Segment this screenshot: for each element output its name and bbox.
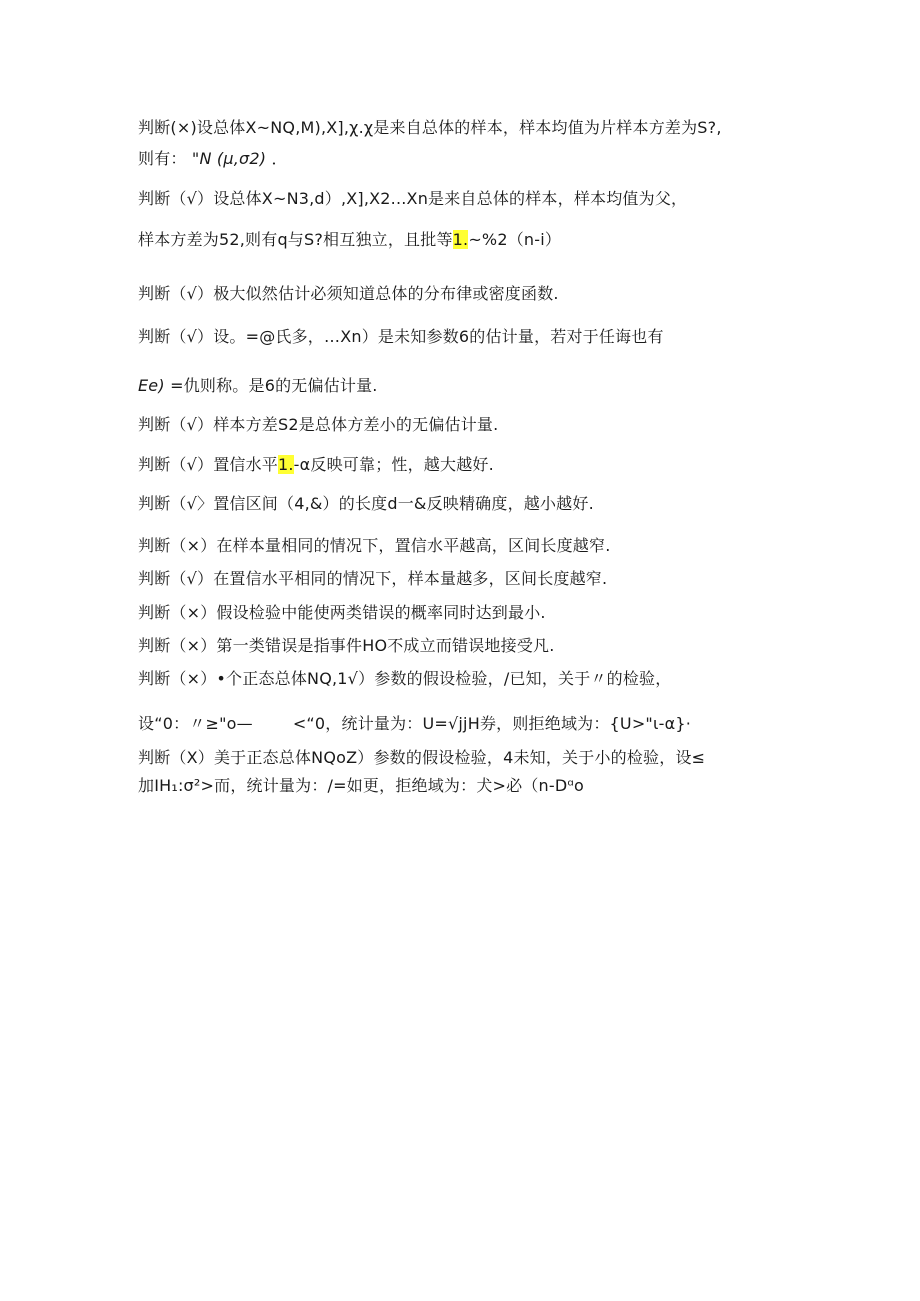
formula: Ee) [138, 376, 165, 395]
text-line: 加IH₁:σ²>而，统计量为：/=如更，拒绝域为：犬>必（n-Dᵅo [138, 776, 585, 795]
text-line: 判断（X）美于正态总体NQoZ）参数的假设检验，4未知，关于小的检验，设≤ [138, 748, 706, 767]
highlight-mark: 1. [278, 455, 294, 474]
text-line: 则有： "N (μ,σ2) ． [138, 149, 288, 168]
text-line: 判断（√）设总体X~N3,d）,X],X2...Xn是来自总体的样本，样本均值为父， [138, 189, 688, 208]
text-line: 判断（√）极大似然估计必须知道总体的分布律或密度函数. [138, 284, 559, 303]
text-line: 判断(×)设总体X~NQ,M),X],χ.χ是来自总体的样本，样本均值为片样本方差为S?, [138, 118, 722, 137]
text-line: 判断（√）设。=@氏多，…Xn）是未知参数6的估计量，若对于任诲也有 [138, 327, 664, 346]
text-line: 判断（√）置信水平1.-α反映可靠；性，越大越好. [138, 455, 494, 474]
highlight-mark: 1. [452, 230, 469, 249]
text-line: 判断（√）在置信水平相同的情况下，样本量越多，区间长度越窄. [138, 569, 608, 588]
text-line: 判断（×）假设检验中能使两类错误的概率同时达到最小. [138, 603, 546, 622]
text-line: 判断（×）在样本量相同的情况下，置信水平越高，区间长度越窄. [138, 536, 611, 555]
text-line: 判断（√〉置信区间（4,&）的长度d一&反映精确度，越小越好. [138, 494, 594, 513]
text-line: Ee) =仇则称。是6的无偏估计量. [138, 376, 378, 395]
formula: "N (μ,σ2) [191, 149, 267, 168]
text-line: 判断（×）第一类错误是指事件HO不成立而错误地接受凡. [138, 636, 555, 655]
text-line: 判断（√）样本方差S2是总体方差小的无偏估计量. [138, 415, 499, 434]
text-line: 判断（×）•个正态总体NQ,1√）参数的假设检验，/已知，关于〃的检验， [138, 669, 672, 688]
text-line: 样本方差为52,则有q与S?相互独立，且批等1.~%2（n-i） [138, 230, 562, 249]
text-line: 设“0：〃≥"o— <“0，统计量为：U=√jjH券，则拒绝域为：{U>"ι-α}· [138, 714, 691, 733]
